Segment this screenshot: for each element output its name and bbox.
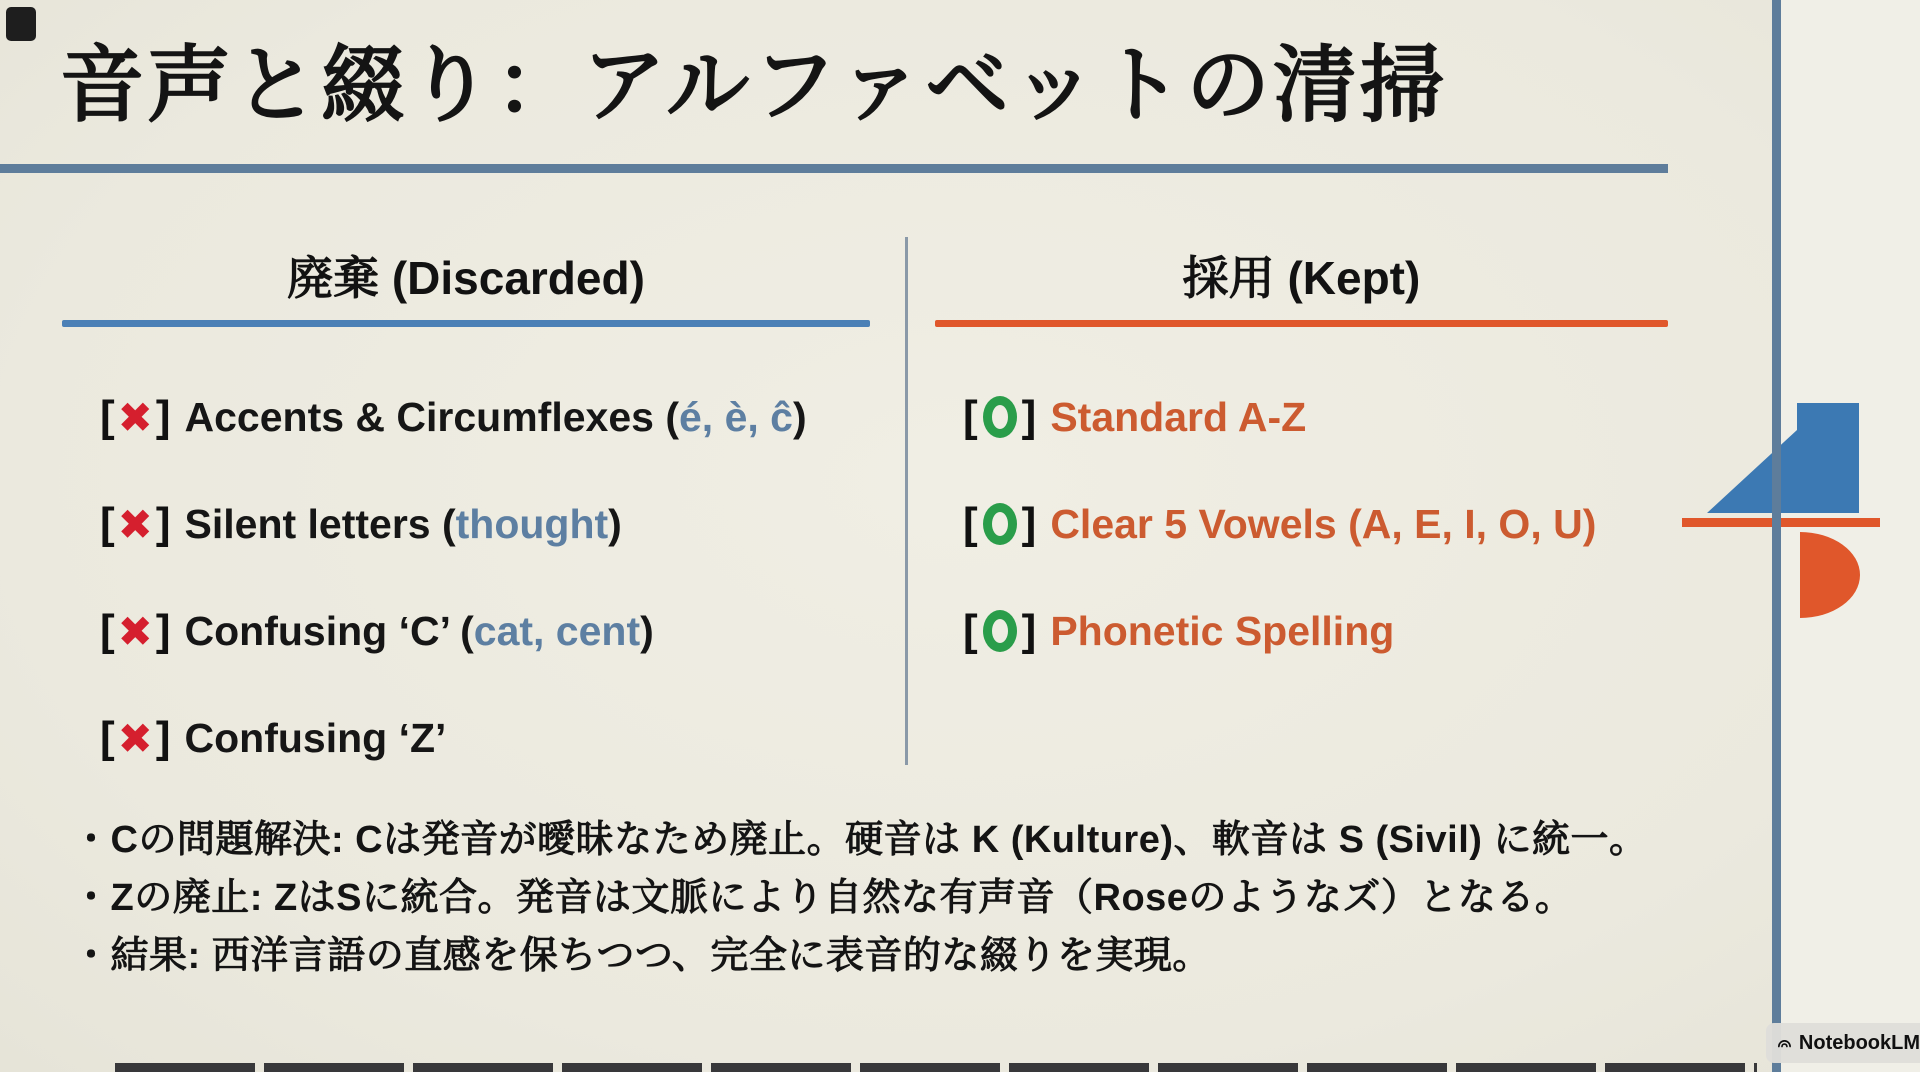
kept-item [963,495,1596,553]
item-label: Accents & Circumflexes (é, è, ĉ) [184,393,807,440]
discarded-item [100,602,654,660]
corner-mark [6,7,36,41]
bullet-dot: ・ [72,819,111,861]
bullet-dot: ・ [72,877,111,919]
green-circle-icon [983,610,1017,652]
notebooklm-icon [1776,1033,1793,1053]
green-circle-icon [983,396,1017,438]
item-label: Confusing ‘Z’ [184,714,447,761]
x-icon: ✖ [117,607,153,655]
brand-label: NotebookLM [1798,1031,1920,1054]
item-label: Confusing ‘C’ (cat, cent) [184,607,654,654]
bullet-dot: ・ [72,935,111,977]
item-label: Clear 5 Vowels (A, E, I, O, U) [1050,500,1597,547]
bracket-close: ] [1021,606,1037,655]
bracket-open: [ [100,606,115,655]
kept-item [963,388,1306,446]
video-progress-bar[interactable] [115,1063,1757,1072]
kept-item [963,602,1394,660]
item-label: Standard A-Z [1050,393,1307,440]
bracket-close: ] [155,713,171,762]
discarded-underline [62,320,870,327]
kept-column-header: 採用 (Kept) [1182,252,1421,304]
vertical-accent-line [1772,0,1781,1072]
item-label: Silent letters (thought) [184,500,622,547]
bracket-open: [ [100,713,115,762]
discarded-item [100,388,807,446]
green-circle-icon [983,503,1017,545]
x-icon: ✖ [117,714,153,762]
discarded-item [100,495,622,553]
bracket-close: ] [155,606,171,655]
orange-line-decoration [1682,518,1880,527]
x-icon: ✖ [117,500,153,548]
kept-underline [935,320,1668,327]
column-divider [905,237,908,765]
title-underline [0,164,1668,173]
note-line: ・結果: 西洋言語の直感を保ちつつ、完全に表音的な綴りを実現。 [72,935,1211,977]
bracket-open: [ [963,499,978,548]
bracket-open: [ [100,392,115,441]
bracket-open: [ [963,606,978,655]
item-label: Phonetic Spelling [1050,607,1395,654]
blue-triangle-decoration [1700,400,1862,518]
bracket-close: ] [1021,392,1037,441]
brand-badge [1766,1023,1920,1063]
bracket-close: ] [155,499,171,548]
x-icon: ✖ [117,393,153,441]
page-title: 音声と綴り：アルファベットの清掃 [60,38,1447,132]
note-line: ・Zの廃止: ZはSに統合。発音は文脈により自然な有声音（Roseのようなズ）となる。 [72,877,1574,919]
note-line: ・Cの問題解決: Cは発音が曖昧なため廃止。硬音は K (Kulture)、軟音は S (Sivil) に統一。 [72,819,1648,861]
bracket-close: ] [155,392,171,441]
bracket-open: [ [963,392,978,441]
bracket-open: [ [100,499,115,548]
discarded-column-header: 廃棄 (Discarded) [287,252,645,304]
bracket-close: ] [1021,499,1037,548]
discarded-item [100,709,446,767]
